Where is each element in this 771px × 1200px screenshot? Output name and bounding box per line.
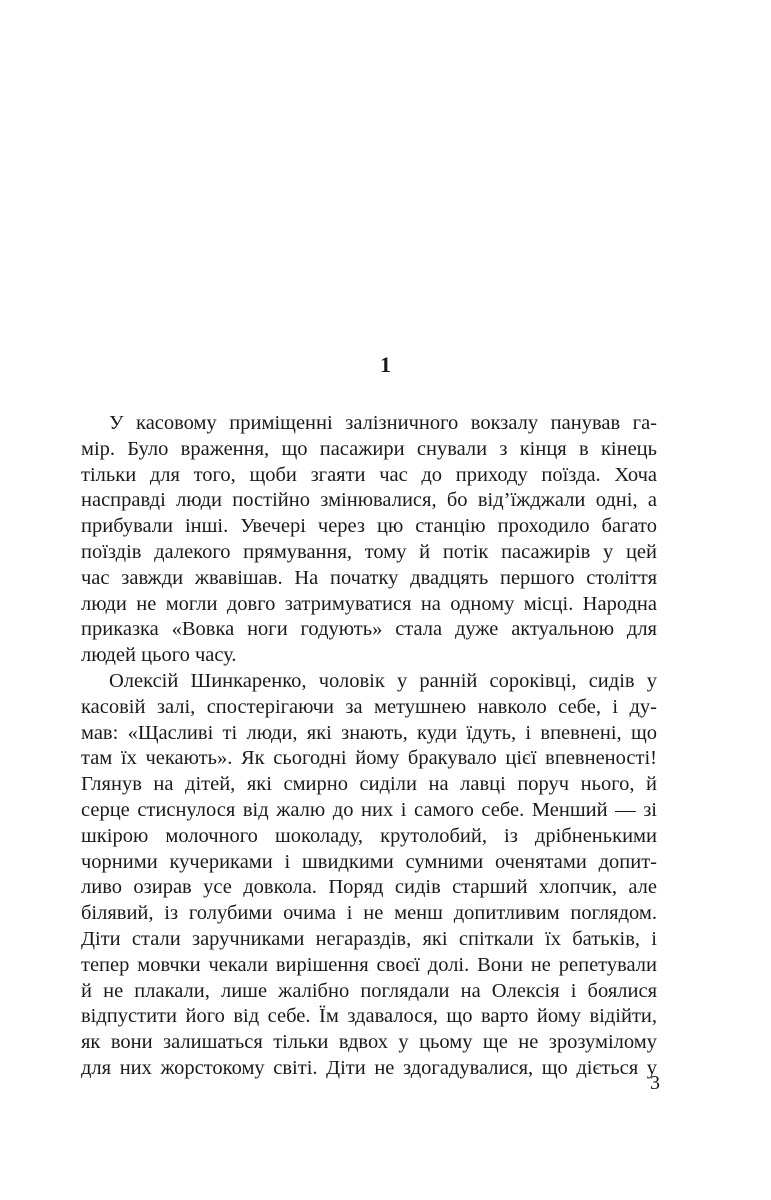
text-line: серце стиснулося від жалю до них і самого себе. Менший — зі (81, 798, 657, 821)
chapter-number: 1 (380, 352, 391, 377)
text-line: й не плакали, лише жалібно поглядали на Олексія і боялися (81, 979, 657, 1002)
paragraph-2 (81, 669, 657, 1082)
text-line: шкірою молочного шоколаду, крутолобий, із дрібненькими (81, 824, 657, 847)
text-line: касовій залі, спостерігаючи за метушнею навколо себе, і ду- (81, 695, 657, 718)
text-line: ливо озирав усе довкола. Поряд сидів старший хлопчик, але (81, 876, 657, 899)
text-line: поїздів далекого прямування, тому й потік пасажирів у цей (81, 540, 657, 563)
page-number: 3 (650, 1072, 660, 1094)
text-line: тільки для того, щоби згаяти час до приходу поїзда. Хоча (81, 463, 657, 486)
text-line: для них жорстокому світі. Діти не здогадувалися, що діється у (81, 1056, 657, 1079)
text-line: людей цього часу. (81, 644, 237, 667)
text-line: Глянув на дітей, які смирно сиділи на лавці поруч нього, й (81, 773, 657, 796)
text-line: як вони залишаться тільки вдвох у цьому ще не зрозумілому (81, 1031, 657, 1054)
chapter-body (81, 411, 657, 1082)
text-line: насправді люди постійно змінювалися, бо від’їжджали одні, а (81, 489, 657, 512)
text-line: У касовому приміщенні залізничного вокзалу панував га- (109, 412, 657, 434)
text-line: час завжди жвавішав. На початку двадцять першого століття (81, 566, 657, 589)
text-line: Олексій Шинкаренко, чоловік у ранній сороківці, сидів у (109, 669, 657, 692)
text-line: там їх чекають». Як сьогодні йому бракувало цієї впевненості! (81, 747, 657, 770)
text-line: мір. Було враження, що пасажири снували з кінця в кінець (81, 437, 657, 460)
text-line: відпустити його від себе. Їм здавалося, що варто йому відійти, (81, 1005, 657, 1028)
text-line: прибували інші. Увечері через цю станцію проходило багато (81, 515, 657, 538)
paragraph-1 (81, 411, 657, 669)
text-line: мав: «Щасливі ті люди, які знають, куди їдуть, і впевнені, що (81, 721, 657, 744)
text-line: білявий, із голубими очима і не менш допитливим поглядом. (81, 902, 657, 925)
text-line: приказка «Вовка ноги годують» стала дуже актуальною для (81, 618, 657, 641)
text-line: люди не могли довго затримуватися на одному місці. Народна (81, 592, 657, 615)
text-line: чорними кучериками і швидкими сумними оченятами допит- (81, 850, 657, 873)
text-line: Діти стали заручниками негараздів, які спіткали їх батьків, і (81, 927, 657, 950)
text-line: тепер мовчки чекали вирішення своєї долі. Вони не репетували (81, 953, 657, 976)
